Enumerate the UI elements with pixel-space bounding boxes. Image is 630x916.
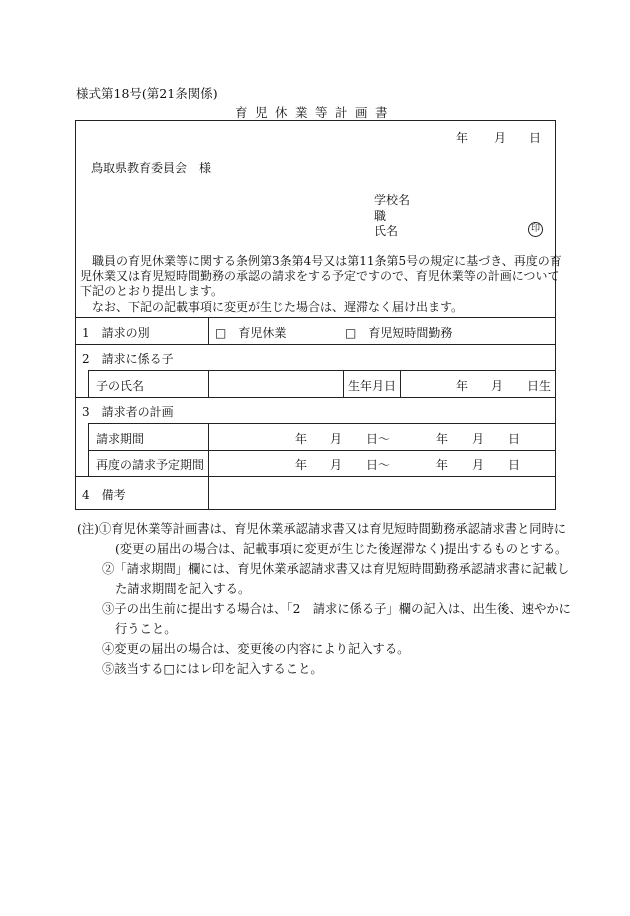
option-childcare-leave[interactable]: □ 育児休業 <box>215 326 287 340</box>
period-start-day: 日～ <box>366 432 391 446</box>
period-end-year: 年 <box>436 432 449 446</box>
form-number: 様式第18号(第21条関係) <box>76 86 218 101</box>
note-1: (注)①育児休業等計画書は、育児休業承認請求書又は育児短時間勤務承認請求書と同時に <box>77 522 567 536</box>
note-2-cont: た請求期間を記入する。 <box>115 582 251 596</box>
indent-plan <box>88 423 89 476</box>
note-5: ⑤該当する□にはレ印を記入すること。 <box>102 662 323 676</box>
addressee: 鳥取県教育委員会 様 <box>91 161 212 175</box>
period-start-year: 年 <box>295 432 308 446</box>
period-start-month: 月 <box>330 432 343 446</box>
rule-period-top <box>88 423 556 424</box>
school-name-label: 学校名 <box>374 193 411 207</box>
rule-section2-top <box>75 344 556 345</box>
note-3: ③子の出生前に提出する場合は、「2 請求に係る子」欄の記入は、出生後、速やかに <box>102 602 571 616</box>
option-short-hours[interactable]: □ 育児短時間勤務 <box>345 326 453 340</box>
form-frame <box>75 120 556 510</box>
seal-icon: 印 <box>528 222 543 237</box>
redo-start-month: 月 <box>330 458 343 472</box>
date-month: 月 <box>494 131 507 145</box>
date-day: 日 <box>529 131 542 145</box>
redo-end-day: 日 <box>508 458 521 472</box>
body-line-3: 下記のとおり提出します。 <box>80 284 224 298</box>
divider-s1 <box>208 317 209 344</box>
divider-plan <box>208 423 209 476</box>
section3-label: 3 請求者の計画 <box>82 405 174 419</box>
section1-label: 1 請求の別 <box>82 326 150 340</box>
date-year: 年 <box>456 131 469 145</box>
section4-label: 4 備考 <box>82 488 126 502</box>
birth-month: 月 <box>491 379 504 393</box>
divider-remarks <box>208 476 209 510</box>
body-line-1: 職員の育児休業等に関する条例第3条第4号又は第11条第5号の規定に基づき、再度の育 <box>92 254 562 268</box>
note-2: ②「請求期間」欄には、育児休業承認請求書又は育児短時間勤務承認請求書に記載し <box>102 562 570 576</box>
redo-start-year: 年 <box>295 458 308 472</box>
redo-end-year: 年 <box>436 458 449 472</box>
note-3-cont: 行うこと。 <box>115 622 177 636</box>
body-line-4: なお、下記の記載事項に変更が生じた場合は、遅滞なく届け出ます。 <box>92 300 464 314</box>
indent-child <box>88 370 89 397</box>
birth-date-label: 生年月日 <box>348 379 397 393</box>
document-title: 育児休業等計画書 <box>234 105 395 120</box>
redo-period-label: 再度の請求予定期間 <box>96 458 205 472</box>
name-label: 氏名 <box>374 224 399 238</box>
body-line-2: 児休業又は育児短時間勤務の承認の請求をする予定ですので、育児休業等の計画について <box>80 269 560 283</box>
child-name-label: 子の氏名 <box>96 379 145 393</box>
rule-redo-top <box>88 450 556 451</box>
period-label: 請求期間 <box>96 432 145 446</box>
rule-section1-top <box>75 317 556 318</box>
birth-day: 日生 <box>527 379 552 393</box>
redo-start-day: 日～ <box>366 458 391 472</box>
redo-end-month: 月 <box>472 458 485 472</box>
period-end-day: 日 <box>508 432 521 446</box>
position-label: 職 <box>374 209 387 223</box>
note-4: ④変更の届出の場合は、変更後の内容により記入する。 <box>102 642 410 656</box>
section2-label: 2 請求に係る子 <box>82 352 174 366</box>
period-end-month: 月 <box>472 432 485 446</box>
rule-section4-top <box>75 476 556 477</box>
divider-birth-right <box>400 370 401 397</box>
divider-birth-left <box>343 370 344 397</box>
rule-child-top <box>88 370 556 371</box>
rule-section3-top <box>75 397 556 398</box>
birth-year: 年 <box>456 379 469 393</box>
divider-child-name <box>208 370 209 397</box>
note-1-cont: (変更の届出の場合は、記載事項に変更が生じた後遅滞なく)提出するものとする。 <box>115 542 568 556</box>
